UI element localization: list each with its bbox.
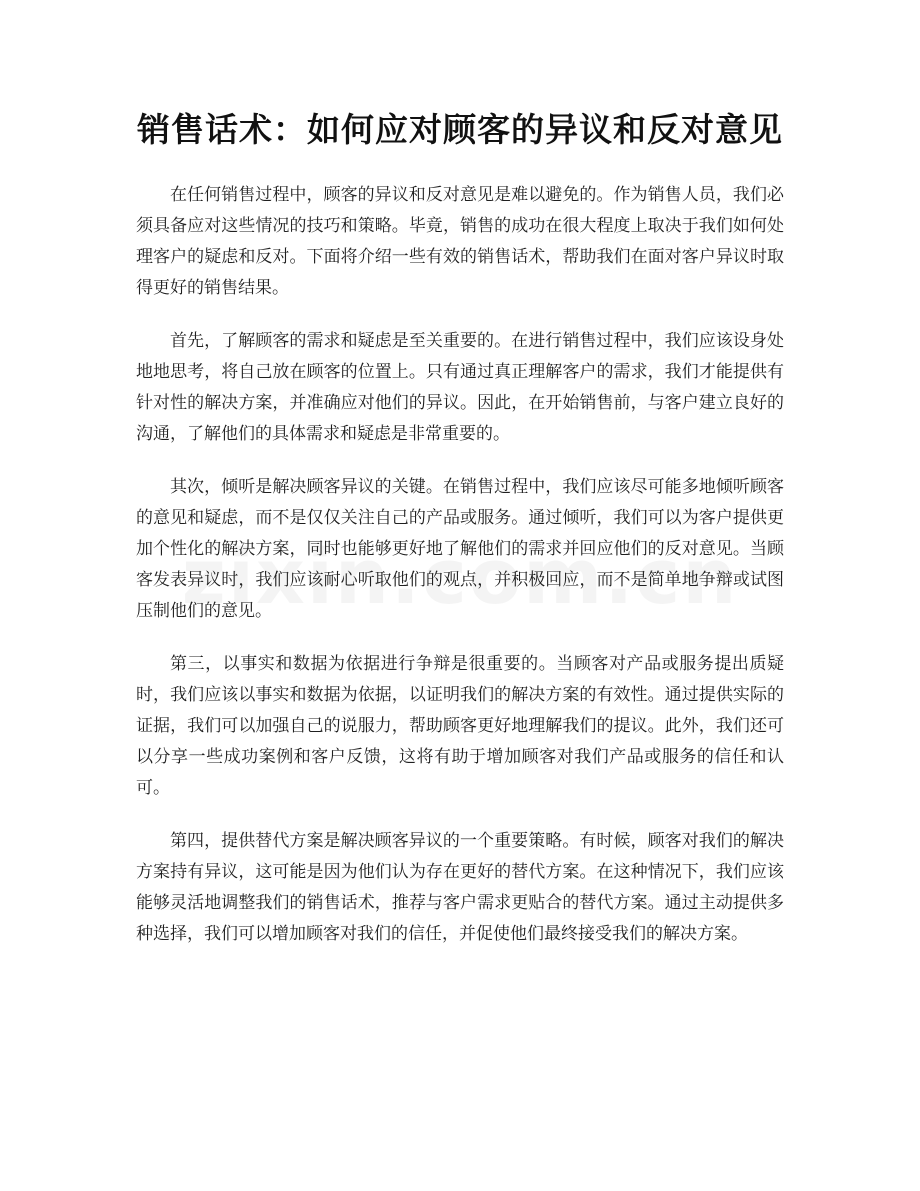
paragraph-fourth: 第四，提供替代方案是解决顾客异议的一个重要策略。有时候，顾客对我们的解决方案持有异议，这可能是因为他们认为存在更好的替代方案。在这种情况下，我们应该能够灵活地调整我们的销售话术，推荐与客户需求更贴合的替代方案。通过主动提供多种选择，我们可以增加顾客对我们的信任，并促使他们最终接受我们的解决方案。: [136, 831, 784, 944]
document-body: [136, 180, 784, 972]
paragraph-second: 其次，倾听是解决顾客异议的关键。在销售过程中，我们应该尽可能多地倾听顾客的意见和疑虑，而不是仅仅关注自己的产品或服务。通过倾听，我们可以为客户提供更加个性化的解决方案，同时也能够更好地了解他们的需求并回应他们的反对意见。当顾客发表异议时，我们应该耐心听取他们的观点，并积极回应，而不是简单地争辩或试图压制他们的意见。: [136, 477, 784, 621]
paragraph-first: 首先，了解顾客的需求和疑虑是至关重要的。在进行销售过程中，我们应该设身处地地思考，将自己放在顾客的位置上。只有通过真正理解客户的需求，我们才能提供有针对性的解决方案，并准确应对他们的异议。因此，在开始销售前，与客户建立良好的沟通，了解他们的具体需求和疑虑是非常重要的。: [136, 331, 784, 444]
paragraph-intro: 在任何销售过程中，顾客的异议和反对意见是难以避免的。作为销售人员，我们必须具备应对这些情况的技巧和策略。毕竟，销售的成功在很大程度上取决于我们如何处理客户的疑虑和反对。下面将介绍一些有效的销售话术，帮助我们在面对客户异议时取得更好的销售结果。: [136, 185, 784, 298]
document-title: 销售话术：如何应对顾客的异议和反对意见: [137, 110, 783, 149]
paragraph-third: 第三，以事实和数据为依据进行争辩是很重要的。当顾客对产品或服务提出质疑时，我们应该以事实和数据为依据，以证明我们的解决方案的有效性。通过提供实际的证据，我们可以加强自己的说服力，帮助顾客更好地理解我们的提议。此外，我们还可以分享一些成功案例和客户反馈，这将有助于增加顾客对我们产品或服务的信任和认可。: [136, 654, 784, 798]
